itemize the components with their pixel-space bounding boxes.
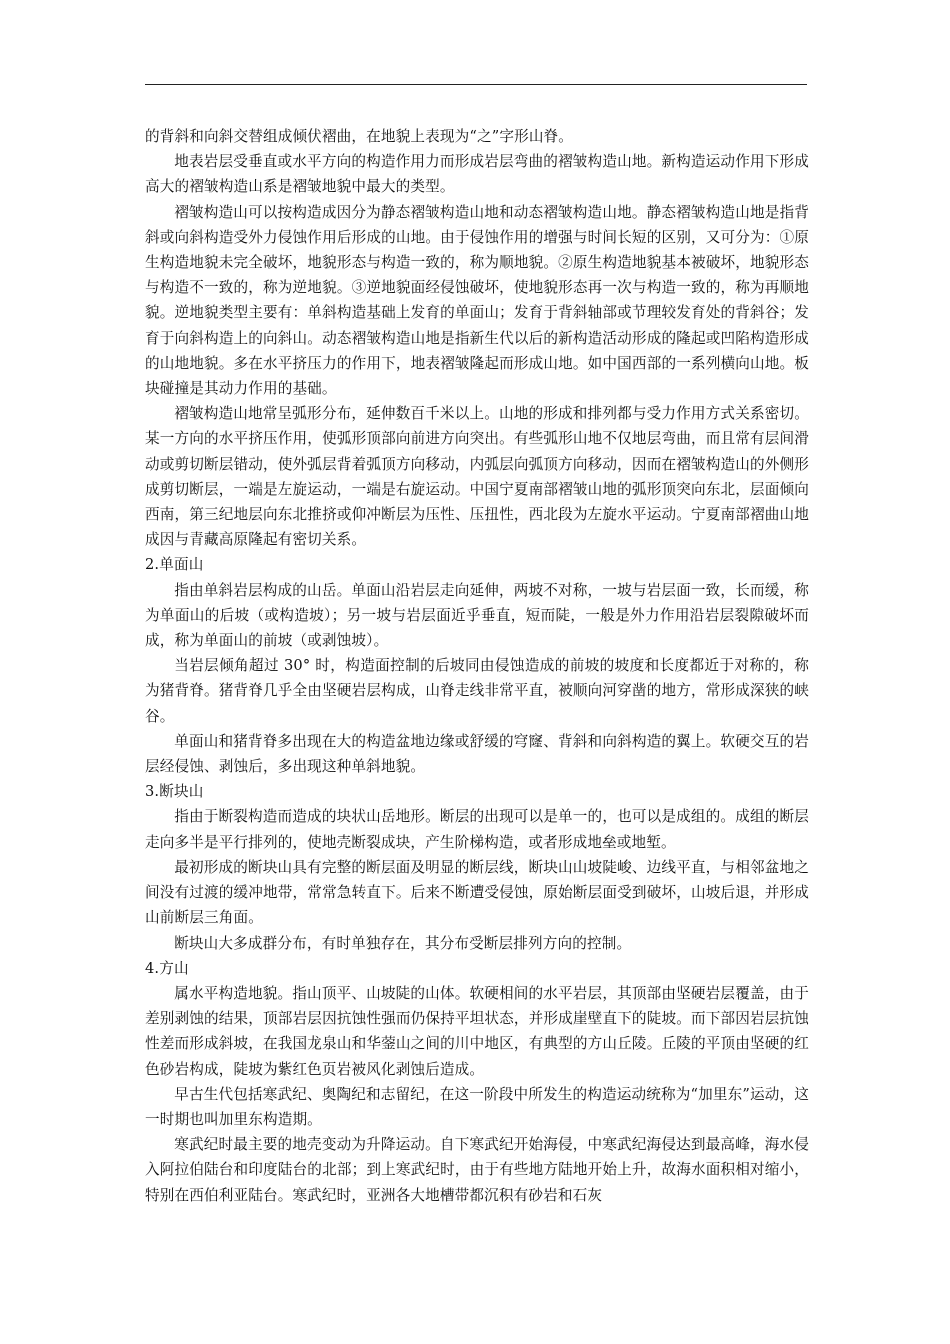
- section-heading-fault-block: 3.断块山: [145, 783, 204, 801]
- paragraph-fold-mountain-types: 褶皱构造山可以按构造成因分为静态褶皱构造山地和动态褶皱构造山地。静态褶皱构造山地是指背斜或向斜构造受外力侵蚀作用后形成的山地。由于侵蚀作用的增强与时间长短的区别，又可分为：①原生构造地貌未完全破坏，地貌形态与构造一致的，称为顺地貌。②原生构造地貌基本被破坏，地貌形态与构造不一致的，称为逆地貌。③逆地貌面经侵蚀破坏，使地貌形态再一次与构造一致的，称为再顺地貌。逆地貌类型主要有：单斜构造基础上发育的单面山；发育于背斜轴部或节理较发育处的背斜谷；发育于向斜构造上的向斜山。动态褶皱构造山地是指新生代以后的新构造活动形成的隆起或凹陷构造形成的山地地貌。多在水平挤压力的作用下，地表褶皱隆起而形成山地。如中国西部的一系列横向山地。板块碰撞是其动力作用的基础。: [145, 203, 809, 398]
- paragraph-fold-mountain-definition: 地表岩层受垂直或水平方向的构造作用力而形成岩层弯曲的褶皱构造山地。新构造运动作用下形成高大的褶皱构造山系是褶皱地貌中最大的类型。: [145, 153, 809, 196]
- paragraph-hogback: 当岩层倾角超过 30° 时，构造面控制的后坡同由侵蚀造成的前坡的坡度和长度都近于对称的，称为猪背脊。猪背脊几乎全由坚硬岩层构成，山脊走线非常平直，被顺向河穿凿的地方，常形成深狭的峡谷。: [145, 657, 809, 725]
- paragraph-fault-block-definition: 指由于断裂构造而造成的块状山岳地形。断层的出现可以是单一的，也可以是成组的。成组的断层走向多半是平行排列的，使地壳断裂成块，产生阶梯构造，或者形成地垒或地堑。: [145, 808, 809, 851]
- paragraph-cuesta-definition: 指由单斜岩层构成的山岳。单面山沿岩层走向延伸，两坡不对称，一坡与岩层面一致，长而缓，称为单面山的后坡（或构造坡）；另一坡与岩层面近乎垂直，短而陡，一般是外力作用沿岩层裂隙破坏而成，称为单面山的前坡（或剥蚀坡）。: [145, 581, 809, 650]
- paragraph-fold-mountain-distribution: 褶皱构造山地常呈弧形分布，延伸数百千米以上。山地的形成和排列都与受力作用方式关系密切。某一方向的水平挤压作用，使弧形顶部向前进方向突出。有些弧形山地不仅地层弯曲，而且常有层间滑动或剪切断层错动，使外弧层背着弧顶方向移动，内弧层向弧顶方向移动，因而在褶皱构造山的外侧形成剪切断层，一端是左旋运动，一端是右旋运动。中国宁夏南部褶皱山地的弧形顶突向东北，层面倾向西南，第三纪地层向东北推挤或仰冲断层为压性、压扭性，西北段为左旋水平运动。宁夏南部褶曲山地成因与青藏高原隆起有密切关系。: [145, 405, 809, 549]
- paragraph-cambrian: 寒武纪时最主要的地壳变动为升降运动。自下寒武纪开始海侵，中寒武纪海侵达到最高峰，海水侵入阿拉伯陆台和印度陆台的北部；到上寒武纪时，由于有些地方陆地开始上升，故海水面积相对缩小，特别在西伯利亚陆台。寒武纪时，亚洲各大地槽带都沉积有砂岩和石灰: [145, 1136, 809, 1204]
- paragraph-cuesta-occurrence: 单面山和猪背脊多出现在大的构造盆地边缘或舒缓的穹窿、背斜和向斜构造的翼上。软硬交互的岩层经侵蚀、剥蚀后，多出现这种单斜地貌。: [145, 732, 809, 776]
- paragraph-mesa-definition: 属水平构造地貌。指山顶平、山坡陡的山体。软硬相间的水平岩层，其顶部由坚硬岩层覆盖，由于差别剥蚀的结果，顶部岩层因抗蚀性强而仍保持平坦状态，并形成崖壁直下的陡坡。而下部因岩层抗蚀性差而形成斜坡，在我国龙泉山和华蓥山之间的川中地区，有典型的方山丘陵。丘陵的平顶由坚硬的红色砂岩构成，陡坡为紫红色页岩被风化剥蚀后造成。: [145, 984, 809, 1078]
- paragraph-fault-block-distribution: 断块山大多成群分布，有时单独存在，其分布受断层排列方向的控制。: [174, 934, 632, 952]
- section-heading-cuesta: 2.单面山: [145, 556, 204, 574]
- paragraph-fault-block-evolution: 最初形成的断块山具有完整的断层面及明显的断层线，断块山山坡陡峻、边线平直，与相邻盆地之间没有过渡的缓冲地带，常常急转直下。后来不断遭受侵蚀，原始断层面受到破坏，山坡后退，并形成山前断层三角面。: [145, 858, 809, 927]
- paragraph-continuation: 的背斜和向斜交替组成倾伏褶曲，在地貌上表现为“之”字形山脊。: [145, 128, 574, 145]
- document-body: [145, 124, 809, 1208]
- section-heading-mesa: 4.方山: [145, 959, 189, 977]
- paragraph-caledonian: 早古生代包括寒武纪、奥陶纪和志留纪，在这一阶段中所发生的构造运动统称为“加里东”运动，这一时期也叫加里东构造期。: [145, 1085, 809, 1128]
- header-rule: [145, 84, 807, 85]
